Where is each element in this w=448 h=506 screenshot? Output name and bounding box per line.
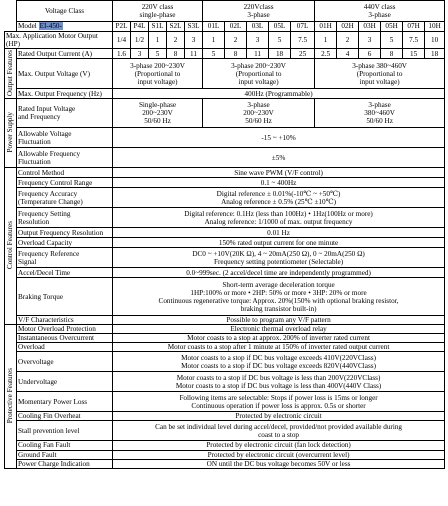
motor-output-value: 2 [337, 32, 359, 49]
model-code: 01H [315, 22, 337, 32]
model-selected: EI-450- [39, 22, 62, 31]
model-code: 03L [247, 22, 269, 32]
protective-label: Cooling Fan Fault [17, 441, 113, 450]
protective-value: Following items are selectable: Stops if power loss is 15ms or longer Continuous operation if power loss is approx. 0.5s or shorter [113, 392, 445, 412]
control-row [5, 188, 445, 208]
rated-current-value: 2.5 [315, 49, 337, 59]
protective-row [5, 372, 445, 392]
protective-row [5, 450, 445, 459]
motor-output-label: Max. Application Motor Output (HP) [5, 32, 113, 49]
protective-label: Ground Fault [17, 450, 113, 459]
allowable-frequency-value: ±5% [113, 148, 445, 168]
rated-current-value: 4 [337, 49, 359, 59]
rated-input-row [5, 99, 445, 128]
rated-current-value: 8 [381, 49, 403, 59]
control-label: Frequency Control Range [17, 178, 113, 188]
motor-output-value: 7.5 [403, 32, 425, 49]
control-label: Frequency Accuracy (Temperature Change) [17, 188, 113, 208]
max-voltage-220-3phase: 3-phase 200~230V (Proportional to input voltage) [203, 59, 315, 89]
rated-input-single: Single-phase 200~230V 50/60 Hz [113, 99, 203, 128]
control-row [5, 228, 445, 238]
rated-current-value: 1.6 [113, 49, 131, 59]
control-row [5, 208, 445, 228]
control-row [5, 248, 445, 268]
protective-value: Motor coasts to a stop after 1 minute at 150% of inverter rated output current [113, 343, 445, 352]
rated-current-value: 8 [167, 49, 185, 59]
max-voltage-440-3phase: 3-phase 380~460V (Proportional to input voltage) [315, 59, 445, 89]
motor-output-value: 2 [225, 32, 247, 49]
protective-row [5, 459, 445, 468]
motor-output-value: 2 [167, 32, 185, 49]
protective-row [5, 334, 445, 343]
allowable-frequency-row [5, 148, 445, 168]
motor-output-value: 1 [203, 32, 225, 49]
motor-output-value: 7.5 [291, 32, 315, 49]
protective-value: Electronic thermal overload relay [113, 325, 445, 334]
max-frequency-value: 400Hz (Programmable) [113, 89, 445, 99]
control-value: 0.1 ~ 400Hz [113, 178, 445, 188]
protective-label: Instantaneous Overcurrent [17, 334, 113, 343]
rated-input-label: Rated Input Voltage and Frequency [17, 99, 113, 128]
rated-current-value: 6 [359, 49, 381, 59]
control-row [5, 238, 445, 248]
protective-label: Motor Overload Protection [17, 325, 113, 334]
spec-table [4, 0, 445, 469]
rated-input-220-3phase: 3-phase 200~230V 50/60 Hz [203, 99, 315, 128]
max-voltage-220-single: 3-phase 200~230V (Proportional to input voltage) [113, 59, 203, 89]
output-features-section-label: Output Features [5, 49, 17, 99]
protective-row [5, 412, 445, 421]
motor-output-value: 3 [185, 32, 203, 49]
protective-value: Protected by electronic circuit (overcurrent level) [113, 450, 445, 459]
control-label: Frequency Reference Signal [17, 248, 113, 268]
protective-value: Motor coasts to a stop if DC bus voltage exceeds 410V(220VClass) Motor coasts to a stop if DC bus voltage exceeds 820V(440VClass) [113, 352, 445, 372]
protective-label: Power Charge Indication [17, 459, 113, 468]
protective-row [5, 325, 445, 334]
voltage-class-label: Voltage Class [17, 1, 113, 22]
power-supply-section-label: Power Supply [5, 99, 17, 168]
model-code: 05H [381, 22, 403, 32]
model-code: S2L [167, 22, 185, 32]
protective-row [5, 343, 445, 352]
control-label: Output Frequency Resolution [17, 228, 113, 238]
model-code: 02H [337, 22, 359, 32]
motor-output-value: 5 [381, 32, 403, 49]
motor-output-value: 1 [315, 32, 337, 49]
control-value: Digital reference ± 0.01%(-10℃ ~ +50℃) Analog reference ± 0.5% (25℃ ±10℃) [113, 188, 445, 208]
max-voltage-row [5, 59, 445, 89]
protective-value: Motor coasts to a stop at approx. 200% of inverter rated current [113, 334, 445, 343]
header-row-voltage-class [5, 1, 445, 22]
control-label: Overload Capacity [17, 238, 113, 248]
model-row [5, 22, 445, 32]
model-code: 01L [203, 22, 225, 32]
control-row [5, 316, 445, 325]
protective-label: Momentary Power Loss [17, 392, 113, 412]
motor-output-value: 3 [359, 32, 381, 49]
protective-row [5, 392, 445, 412]
control-features-section-label: Control Features [5, 168, 17, 325]
control-label: Frequency Setting Resolution [17, 208, 113, 228]
rated-current-value: 11 [185, 49, 203, 59]
protective-label: Overload [17, 343, 113, 352]
rated-current-value: 15 [403, 49, 425, 59]
control-value: DC0 ~ +10V(20K Ω), 4 ~ 20mA(250 Ω), 0 ~ 20mA(250 Ω) Frequency setting potentiometer (Selectable) [113, 248, 445, 268]
protective-label: Undervoltage [17, 372, 113, 392]
max-frequency-label: Max. Output Frequency (Hz) [17, 89, 113, 99]
control-value: 150% rated output current for one minute [113, 238, 445, 248]
protective-row [5, 352, 445, 372]
motor-output-row [5, 32, 445, 49]
rated-current-value: 3 [131, 49, 149, 59]
max-voltage-label: Max. Output Voltage (V) [17, 59, 113, 89]
control-value: Possible to program any V/F pattern [113, 316, 445, 325]
protective-value: Can be set individual level during accel/decel, provided/not provided available during coast to a stop [113, 421, 445, 441]
model-code: 07L [291, 22, 315, 32]
allowable-voltage-label: Allowable Voltage Fluctuation [17, 128, 113, 148]
control-label: Control Method [17, 168, 113, 178]
control-row [5, 178, 445, 188]
model-code: 07H [403, 22, 425, 32]
allowable-frequency-label: Allowable Frequency Fluctuation [17, 148, 113, 168]
model-code: 03H [359, 22, 381, 32]
model-code: P4L [131, 22, 149, 32]
motor-output-value: 1/2 [131, 32, 149, 49]
model-label-cell: Model EI-450- [17, 22, 113, 32]
group-220v-3phase: 220Vclass 3-phase [203, 1, 315, 22]
control-row [5, 168, 445, 178]
allowable-voltage-value: -15 ~ +10% [113, 128, 445, 148]
rated-current-value: 25 [291, 49, 315, 59]
control-label: Braking Torque [17, 278, 113, 316]
rated-current-value: 18 [425, 49, 445, 59]
protective-label: Overvoltage [17, 352, 113, 372]
rated-current-row [5, 49, 445, 59]
control-row [5, 278, 445, 316]
rated-current-value: 5 [203, 49, 225, 59]
motor-output-value: 5 [269, 32, 291, 49]
protective-value: Protected by electronic circuit [113, 412, 445, 421]
protective-row [5, 441, 445, 450]
protective-features-section-label: Protective Features [5, 325, 17, 468]
protective-value: ON until the DC bus voltage becomes 50V or less [113, 459, 445, 468]
rated-current-value: 8 [225, 49, 247, 59]
group-440v-3phase: 440V class 3-phase [315, 1, 445, 22]
rated-current-label: Rated Output Current (A) [17, 49, 113, 59]
control-value: 0.01 Hz [113, 228, 445, 238]
protective-row [5, 421, 445, 441]
control-value: Digital reference: 0.1Hz (less than 100Hz) • 1Hz(100Hz or more) Analog reference: 1/1000 of max. output frequency [113, 208, 445, 228]
rated-current-value: 11 [247, 49, 269, 59]
allowable-voltage-row [5, 128, 445, 148]
model-code: 05L [269, 22, 291, 32]
motor-output-value: 1 [149, 32, 167, 49]
control-label: V/F Characteristics [17, 316, 113, 325]
group-220v-single: 220V class single-phase [113, 1, 203, 22]
motor-output-value: 1/4 [113, 32, 131, 49]
rated-current-value: 18 [269, 49, 291, 59]
control-value: Sine wave PWM (V/F control) [113, 168, 445, 178]
control-value: 0.0~999sec. (2 accel/decel time are independently programmed) [113, 268, 445, 278]
model-code: P2L [113, 22, 131, 32]
control-row [5, 268, 445, 278]
rated-input-440-3phase: 3-phase 380~460V 50/60 Hz [315, 99, 445, 128]
protective-value: Protected by electronic circuit (fan lock detection) [113, 441, 445, 450]
max-frequency-row [5, 89, 445, 99]
motor-output-value: 3 [247, 32, 269, 49]
protective-value: Motor coasts to a stop if DC bus voltage is less than 200V(220VClass) Motor coasts to a stop if DC bus voltage is less than 400V(440V Class) [113, 372, 445, 392]
rated-current-value: 5 [149, 49, 167, 59]
control-label: Accel/Decel Time [17, 268, 113, 278]
motor-output-value: 10 [425, 32, 445, 49]
model-code: 02L [225, 22, 247, 32]
protective-label: Stall prevention level [17, 421, 113, 441]
model-code: S3L [185, 22, 203, 32]
control-value: Short-term average deceleration torque 1HP:100% or more • 2HP: 50% or more • 3HP: 20% or more Continuous regenerative torque: Approx. 20%(150% with optional braking resistor, braking transistor built-in) [113, 278, 445, 316]
protective-label: Cooling Fin Overheat [17, 412, 113, 421]
model-code: 10H [425, 22, 445, 32]
model-code: S1L [149, 22, 167, 32]
